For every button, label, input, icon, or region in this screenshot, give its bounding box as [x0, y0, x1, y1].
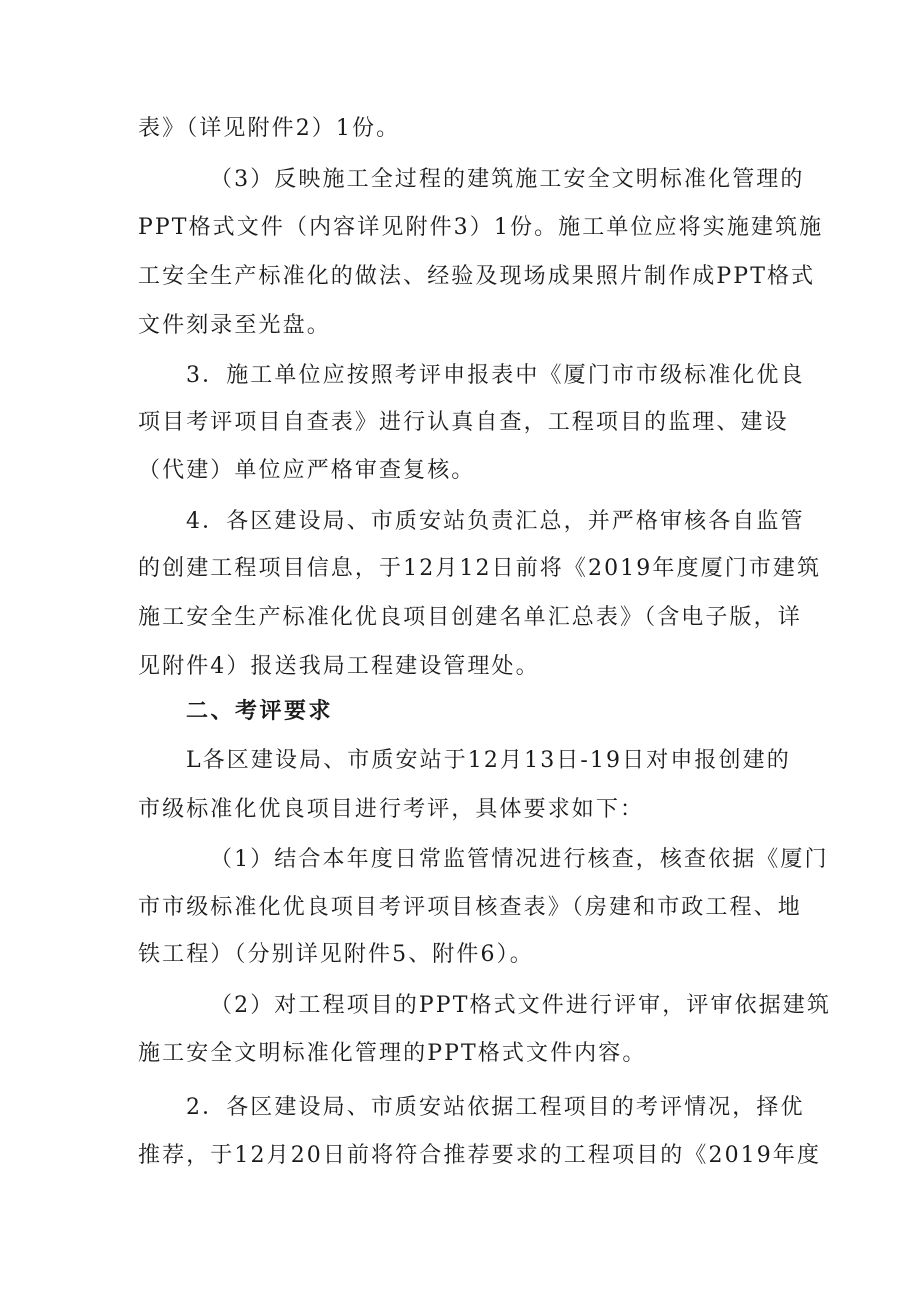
text-line: 文件刻录至光盘。: [138, 313, 331, 338]
text-line: PPT格式文件（内容详见附件3）1份。施工单位应将实施建筑施: [138, 215, 824, 240]
text-line: 施工安全生产标准化优良项目创建名单汇总表》（含电子版，详: [138, 605, 802, 630]
text-line: L各区建设局、市质安站于12月13日-19日对申报创建的: [186, 748, 791, 773]
text-line: 推荐，于12月20日前将符合推荐要求的工程项目的《2019年度: [138, 1143, 822, 1168]
text-line: 3．施工单位应按照考评申报表中《厦门市市级标准化优良: [186, 363, 805, 388]
text-line: 见附件4）报送我局工程建设管理处。: [138, 654, 540, 679]
text-line: （代建）单位应严格审查复核。: [138, 458, 476, 483]
text-line: （2）对工程项目的PPT格式文件进行评审，评审依据建筑: [210, 993, 831, 1018]
text-line: 施工安全文明标准化管理的PPT格式文件内容。: [138, 1041, 647, 1066]
text-line: 市级标准化优良项目进行考评，具体要求如下：: [138, 797, 645, 822]
text-line: 2．各区建设局、市质安站依据工程项目的考评情况，择优: [186, 1095, 805, 1120]
section-heading: 二、考评要求: [186, 699, 334, 724]
text-line: 市市级标准化优良项目考评项目核查表》（房建和市政工程、地: [138, 895, 802, 920]
text-line: 铁工程）（分别详见附件5、附件6）。: [138, 942, 534, 967]
text-line: 项目考评项目自查表》进行认真自查，工程项目的监理、建设: [138, 410, 789, 435]
text-line: （1）结合本年度日常监管情况进行核查，核查依据《厦门: [210, 847, 829, 872]
text-line: （3）反映施工全过程的建筑施工安全文明标准化管理的: [210, 167, 805, 192]
text-line: 的创建工程项目信息，于12月12日前将《2019年度厦门市建筑: [138, 556, 822, 581]
text-line: 4．各区建设局、市质安站负责汇总，并严格审核各自监管: [186, 509, 805, 534]
text-line: 表》（详见附件2）1份。: [138, 116, 401, 141]
text-line: 工安全生产标准化的做法、经验及现场成果照片制作成PPT格式: [138, 264, 816, 289]
